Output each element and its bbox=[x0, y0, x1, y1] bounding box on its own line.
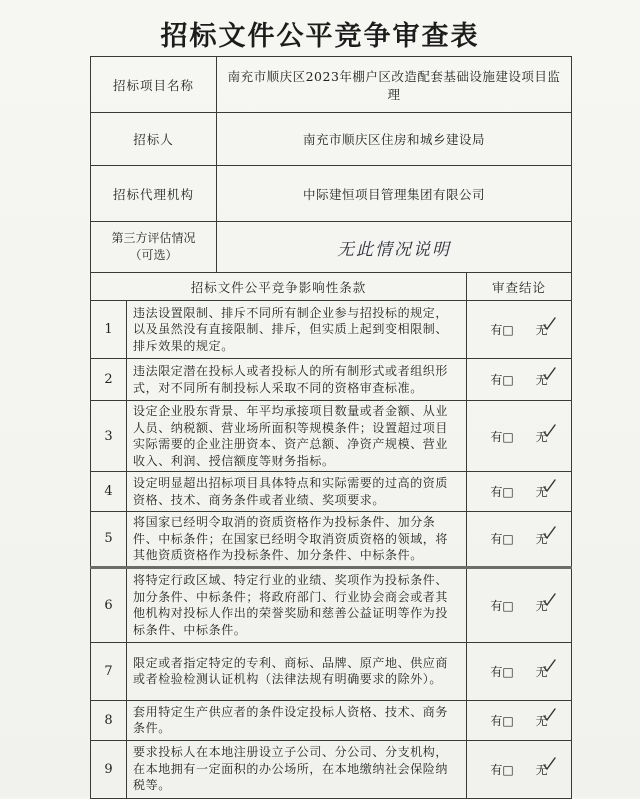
option-yes[interactable]: 有□ bbox=[490, 373, 514, 387]
option-no-label: 无 bbox=[535, 532, 548, 547]
option-no-label: 无 bbox=[535, 373, 548, 387]
clause-text: 限定或者指定特定的专利、商标、品牌、原产地、供应商或者检验检测认证机构（法律法规有明确要求的除外）。 bbox=[127, 642, 467, 700]
clause-text: 违法设置限制、排斥不同所有制企业参与招投标的规定，以及虽然没有直接限制、排斥，但实质上起到变相限制、排斥效果的规定。 bbox=[127, 301, 467, 359]
option-yes[interactable]: 有□ bbox=[490, 429, 514, 444]
clause-result bbox=[467, 700, 572, 740]
clause-result bbox=[467, 472, 572, 512]
handwritten-note: 无此情况说明 bbox=[217, 222, 572, 273]
clause-number: 9 bbox=[91, 740, 127, 798]
option-no[interactable] bbox=[536, 712, 548, 729]
clause-text: 要求投标人在本地注册设立子公司、分公司、分支机构，在本地拥有一定面积的办公场所，在本地缴纳社会保险纳税等。 bbox=[127, 740, 467, 798]
option-no[interactable] bbox=[536, 663, 548, 680]
clause-row bbox=[91, 401, 572, 472]
check-mark-icon bbox=[542, 367, 556, 381]
clause-result bbox=[467, 642, 572, 700]
clause-text: 套用特定生产供应者的条件设定投标人资格、技术、商务条件。 bbox=[127, 700, 467, 740]
check-mark-icon bbox=[542, 708, 556, 722]
check-mark-icon bbox=[542, 317, 556, 331]
option-no-label: 无 bbox=[535, 598, 548, 613]
row-agency bbox=[91, 166, 572, 222]
option-no-label: 无 bbox=[535, 762, 548, 777]
clause-row bbox=[91, 567, 572, 642]
clause-number: 8 bbox=[91, 700, 127, 740]
option-yes[interactable]: 有□ bbox=[490, 664, 514, 679]
clause-number: 4 bbox=[91, 472, 127, 512]
clause-row bbox=[91, 359, 572, 401]
option-yes[interactable]: 有□ bbox=[490, 713, 514, 728]
option-yes[interactable]: 有□ bbox=[490, 762, 514, 777]
option-yes[interactable]: 有□ bbox=[490, 323, 514, 337]
clause-text: 将特定行政区域、特定行业的业绩、奖项作为投标条件、加分条件、中标条件；将政府部门、行业协会商会或者其他机构对投标人作出的荣誉奖励和慈善公益证明等作为投标条件、中标条件。 bbox=[127, 567, 467, 642]
tenderer-label: 招标人 bbox=[91, 113, 217, 166]
option-no[interactable] bbox=[536, 483, 548, 500]
review-form-table bbox=[90, 56, 572, 799]
option-no[interactable] bbox=[536, 597, 548, 614]
clause-row bbox=[91, 740, 572, 798]
check-mark-icon bbox=[542, 424, 556, 438]
clause-result bbox=[467, 740, 572, 798]
clause-row bbox=[91, 700, 572, 740]
option-no-label: 无 bbox=[535, 323, 548, 337]
clause-number: 3 bbox=[91, 401, 127, 472]
check-mark-icon bbox=[542, 593, 556, 607]
clause-number: 7 bbox=[91, 642, 127, 700]
project-name-label: 招标项目名称 bbox=[91, 57, 217, 113]
clause-row bbox=[91, 512, 572, 568]
third-party-label-line1: 第三方评估情况 bbox=[111, 231, 196, 245]
check-mark-icon bbox=[542, 659, 556, 673]
clause-result bbox=[467, 359, 572, 401]
option-no-label: 无 bbox=[535, 664, 548, 679]
option-yes[interactable]: 有□ bbox=[490, 598, 514, 613]
option-no[interactable] bbox=[536, 761, 548, 778]
agency-label: 招标代理机构 bbox=[91, 166, 217, 222]
clause-row bbox=[91, 301, 572, 359]
clauses-header-row bbox=[91, 273, 572, 301]
option-yes[interactable]: 有□ bbox=[490, 532, 514, 547]
row-project-name bbox=[91, 57, 572, 113]
check-mark-icon bbox=[542, 757, 556, 771]
page-title: 招标文件公平竞争审查表 bbox=[160, 21, 480, 52]
third-party-label-line2: （可选） bbox=[129, 248, 178, 262]
check-mark-icon bbox=[542, 526, 556, 540]
option-no-label: 无 bbox=[535, 713, 548, 728]
clause-number: 5 bbox=[91, 512, 127, 568]
clause-text: 设定企业股东背景、年平均承接项目数量或者金额、从业人员、纳税额、营业场所面积等规模条件；设置超过项目实际需要的企业注册资本、资产总额、净资产规模、营业收入、利润、授信额度等财务指标。 bbox=[127, 401, 467, 472]
clauses-header: 招标文件公平竞争影响性条款 bbox=[91, 273, 467, 301]
clause-text: 将国家已经明令取消的资质资格作为投标条件、加分条件、中标条件；在国家已经明令取消资质资格的领域，将其他资质资格作为投标条件、加分条件、中标条件。 bbox=[127, 512, 467, 568]
option-no[interactable] bbox=[536, 530, 548, 547]
clause-text: 设定明显超出招标项目具体特点和实际需要的过高的资质资格、技术、商务条件或者业绩、奖项要求。 bbox=[127, 472, 467, 512]
option-no-label: 无 bbox=[535, 485, 548, 499]
option-no[interactable] bbox=[536, 371, 548, 388]
clause-number: 2 bbox=[91, 359, 127, 401]
clause-text: 违法限定潜在投标人或者投标人的所有制形式或者组织形式，对不同所有制投标人采取不同的资格审查标准。 bbox=[127, 359, 467, 401]
row-third-party bbox=[91, 222, 572, 273]
agency-value: 中际建恒项目管理集团有限公司 bbox=[217, 166, 572, 222]
clause-number: 6 bbox=[91, 567, 127, 642]
clause-number: 1 bbox=[91, 301, 127, 359]
option-yes[interactable]: 有□ bbox=[490, 485, 514, 499]
check-mark-icon bbox=[542, 479, 556, 493]
clause-result bbox=[467, 567, 572, 642]
option-no[interactable] bbox=[536, 321, 548, 338]
clause-result bbox=[467, 401, 572, 472]
clause-result bbox=[467, 301, 572, 359]
clause-result bbox=[467, 512, 572, 568]
result-header: 审查结论 bbox=[467, 273, 572, 301]
option-no[interactable] bbox=[536, 428, 548, 445]
clause-row bbox=[91, 642, 572, 700]
tenderer-value: 南充市顺庆区住房和城乡建设局 bbox=[217, 113, 572, 166]
row-tenderer bbox=[91, 113, 572, 166]
option-no-label: 无 bbox=[535, 429, 548, 444]
clause-row bbox=[91, 472, 572, 512]
third-party-label bbox=[91, 222, 217, 273]
project-name-value: 南充市顺庆区2023年棚户区改造配套基础设施建设项目监理 bbox=[217, 57, 572, 113]
